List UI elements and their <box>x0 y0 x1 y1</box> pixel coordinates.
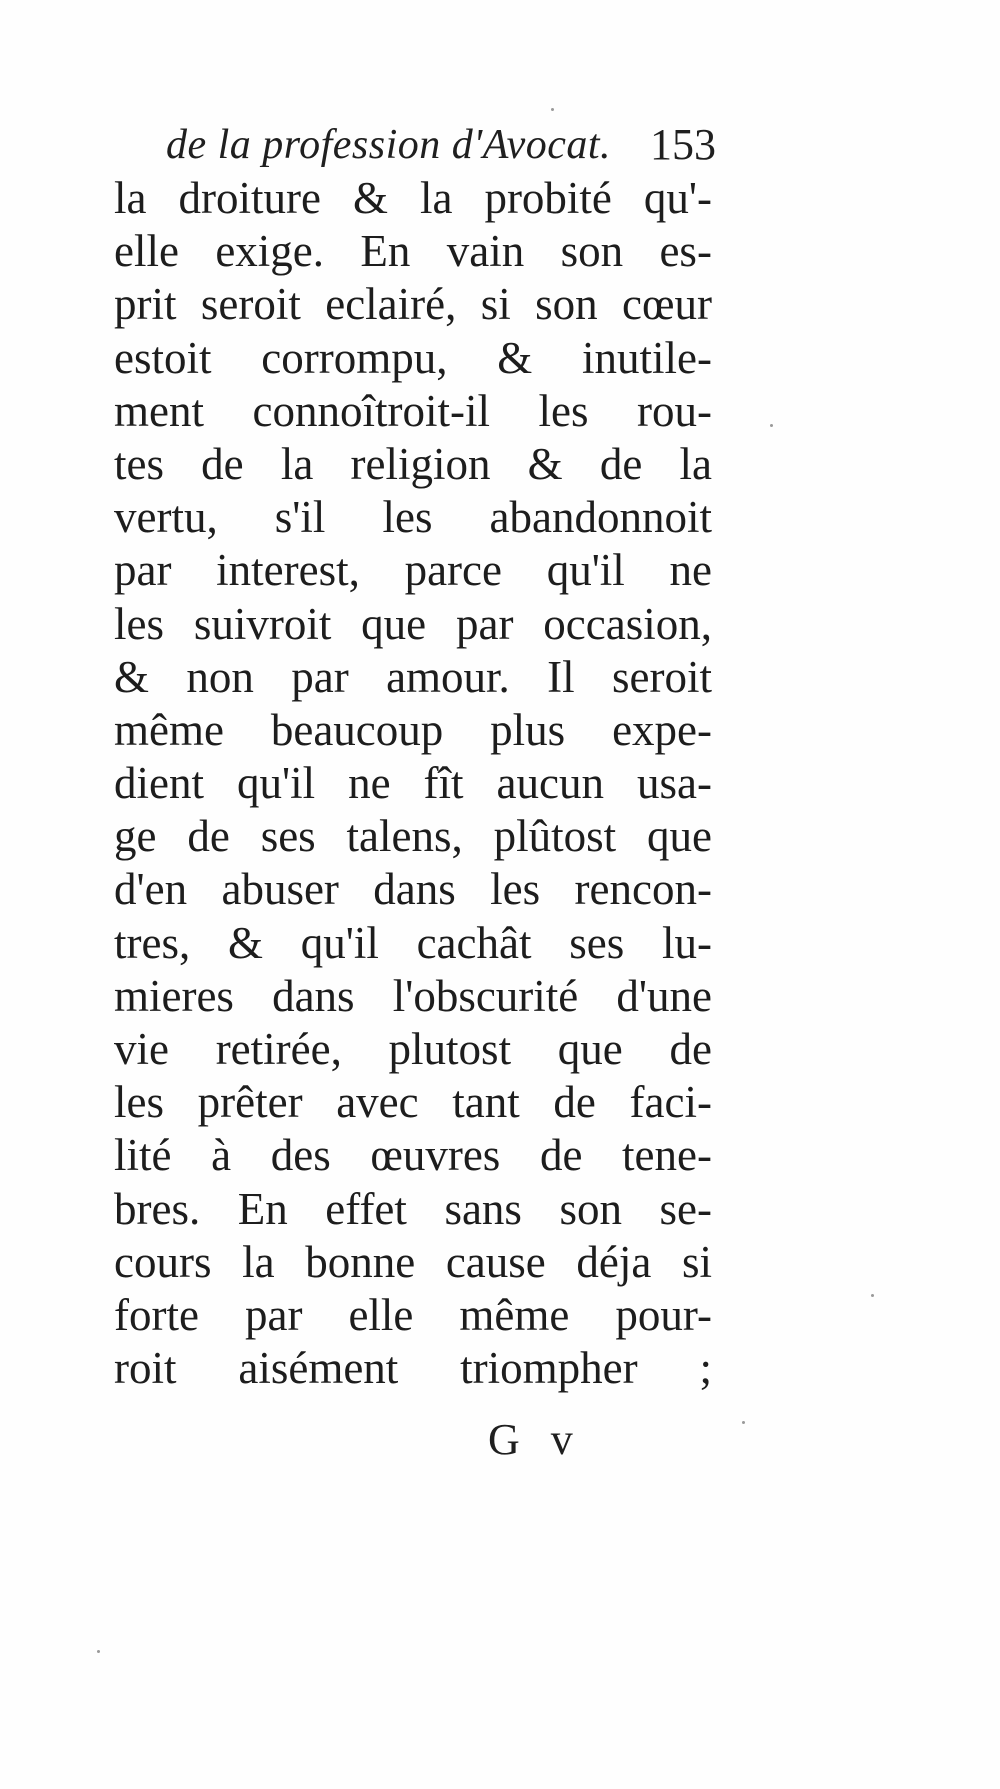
word: son <box>535 279 598 330</box>
word: la <box>280 438 314 489</box>
word: tant <box>452 1077 520 1128</box>
word: de <box>599 438 643 489</box>
word: elle <box>348 1289 414 1340</box>
text-line <box>114 544 712 597</box>
word: bres. <box>114 1183 201 1234</box>
word: par <box>455 598 514 649</box>
word: d'une <box>616 970 712 1021</box>
word: se- <box>659 1183 712 1234</box>
word: œuvres <box>370 1130 501 1181</box>
word: & <box>114 651 150 702</box>
word: tres, <box>114 917 191 968</box>
word: qu'il <box>546 545 625 596</box>
ink-speck <box>770 424 773 427</box>
word: ment <box>114 385 204 436</box>
word: cours <box>114 1236 212 1287</box>
text-line <box>114 438 712 491</box>
word: la <box>679 438 712 489</box>
word: la <box>114 173 147 223</box>
word: ne <box>669 545 712 596</box>
word: plûtost <box>493 811 617 862</box>
word: talens, <box>346 811 463 862</box>
word: dans <box>373 864 456 915</box>
text-line <box>114 810 712 863</box>
word: dans <box>272 970 355 1021</box>
word: qu'il <box>300 917 379 968</box>
word: En <box>360 226 411 277</box>
word: dient <box>114 758 204 809</box>
text-line <box>114 1236 712 1289</box>
word: En <box>237 1183 288 1234</box>
word: non <box>186 651 254 702</box>
word: abuser <box>221 864 339 915</box>
text-line <box>114 651 712 704</box>
page-footer <box>470 1412 710 1472</box>
word: religion <box>350 438 491 489</box>
word: sans <box>444 1183 522 1234</box>
text-line <box>114 917 712 970</box>
word: interest, <box>216 545 360 596</box>
word: es- <box>659 226 712 277</box>
word: s'il <box>274 492 326 543</box>
body-text <box>114 172 712 1395</box>
text-line <box>114 1129 712 1182</box>
word: corrompu, <box>261 332 448 383</box>
word: triompher <box>460 1343 638 1394</box>
running-title: de la profession d'Avocat. <box>166 122 612 168</box>
word: la <box>242 1236 275 1287</box>
text-line <box>114 491 712 544</box>
word: amour. <box>386 651 510 702</box>
word: expe- <box>612 704 712 755</box>
word: plutost <box>388 1024 512 1074</box>
text-line <box>114 225 712 278</box>
word: que <box>557 1024 623 1074</box>
word: aucun <box>496 758 604 809</box>
word: de <box>539 1130 583 1181</box>
word: cachât <box>416 917 532 968</box>
word: droiture <box>178 173 321 223</box>
word: les <box>538 385 589 436</box>
word: son <box>559 1183 622 1234</box>
ink-speck <box>871 1294 874 1297</box>
word: elle <box>114 226 179 277</box>
word: de <box>669 1024 712 1074</box>
word: usa- <box>636 758 712 809</box>
word: son <box>560 226 624 277</box>
word: par <box>291 651 349 702</box>
word: si <box>480 279 511 330</box>
word: ne <box>348 758 391 809</box>
word: l'obscurité <box>392 970 579 1021</box>
text-line <box>114 1342 712 1395</box>
word: lu- <box>661 917 712 968</box>
word: que <box>361 598 427 649</box>
word: beaucoup <box>270 704 444 755</box>
word: bonne <box>305 1236 416 1287</box>
word: tes <box>114 438 164 489</box>
text-line <box>114 172 712 225</box>
word: exige. <box>215 226 325 277</box>
word: de <box>553 1077 596 1128</box>
word: ses <box>569 917 625 968</box>
word: les <box>490 864 541 915</box>
word: prit <box>114 279 177 330</box>
word: vertu, <box>114 492 218 543</box>
word: vain <box>446 226 525 277</box>
word: même <box>459 1289 570 1340</box>
text-line <box>114 278 712 331</box>
word: d'en <box>114 864 188 915</box>
word: de <box>187 811 230 862</box>
word: & <box>352 173 388 223</box>
word: qu'- <box>643 173 712 223</box>
word: même <box>114 704 224 755</box>
word: par <box>114 545 172 596</box>
text-line <box>114 970 712 1023</box>
word: abandonnoit <box>489 492 712 543</box>
word: les <box>114 1077 164 1128</box>
word: inutile- <box>582 332 712 383</box>
text-line <box>114 1183 712 1236</box>
word: la <box>419 173 453 223</box>
word: ; <box>699 1343 712 1394</box>
word: effet <box>325 1183 407 1234</box>
word: rou- <box>637 385 712 436</box>
page-header <box>166 118 716 178</box>
word: & <box>527 438 563 489</box>
word: & <box>497 332 533 383</box>
word: mieres <box>114 970 234 1021</box>
text-line <box>114 704 712 757</box>
word: qu'il <box>236 758 316 809</box>
word: déja <box>576 1236 652 1287</box>
word: avec <box>336 1077 419 1128</box>
word: suivroit <box>193 598 332 649</box>
word: eclairé, <box>325 279 457 330</box>
word: que <box>647 811 712 862</box>
word: Il <box>547 651 575 702</box>
word: les <box>114 598 164 649</box>
word: si <box>681 1236 712 1287</box>
word: pour- <box>615 1289 712 1340</box>
text-line <box>114 1289 712 1342</box>
word: occasion, <box>543 598 712 649</box>
word: aisément <box>238 1343 399 1394</box>
ink-speck <box>742 1421 745 1424</box>
word: des <box>270 1130 331 1181</box>
word: ses <box>260 811 316 862</box>
word: tene- <box>622 1130 712 1181</box>
word: faci- <box>629 1077 712 1128</box>
word: à <box>211 1130 232 1181</box>
text-line <box>114 598 712 651</box>
text-line <box>114 1023 712 1076</box>
word: plus <box>490 704 566 755</box>
word: ge <box>114 811 157 862</box>
ink-speck <box>97 1650 100 1653</box>
word: fît <box>423 758 464 809</box>
word: vie <box>114 1024 169 1074</box>
ink-speck <box>551 108 554 111</box>
text-line <box>114 332 712 385</box>
word: forte <box>114 1289 199 1340</box>
page-number: 153 <box>650 120 716 169</box>
signature-mark: G v <box>488 1415 583 1464</box>
text-line <box>114 1076 712 1129</box>
word: les <box>382 492 433 543</box>
word: lité <box>114 1130 172 1181</box>
word: connoîtroit-il <box>252 385 490 436</box>
text-line <box>114 757 712 810</box>
word: roit <box>114 1343 177 1394</box>
word: rencon- <box>574 864 712 915</box>
word: cause <box>445 1236 546 1287</box>
word: estoit <box>114 332 212 383</box>
word: par <box>244 1289 303 1340</box>
word: prêter <box>197 1077 303 1128</box>
word: seroit <box>612 651 712 702</box>
word: parce <box>404 545 502 596</box>
text-line <box>114 385 712 438</box>
text-line <box>114 863 712 916</box>
word: de <box>201 438 244 489</box>
word: retirée, <box>215 1024 342 1074</box>
word: probité <box>484 173 612 223</box>
word: & <box>227 917 263 968</box>
word: cœur <box>622 279 712 330</box>
word: seroit <box>200 279 301 330</box>
